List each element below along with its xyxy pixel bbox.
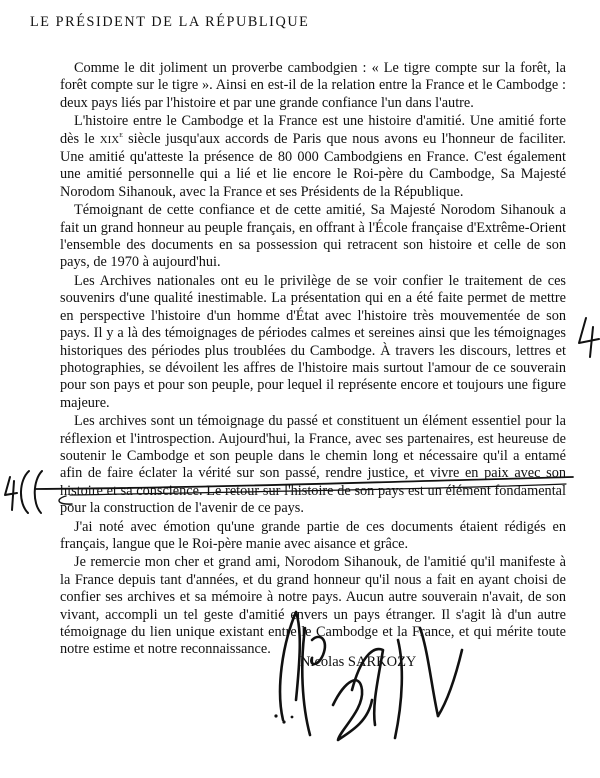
- paragraph-french-language: J'ai noté avec émotion qu'une grande partie de ces documents étaient rédigés en français, langue que le Roi-père manie avec aisance et grâce.: [60, 518, 566, 552]
- margin-bracket-inner: [35, 471, 42, 513]
- signatory-name: Nicolas SARKOZY: [300, 654, 417, 670]
- century-roman: XIX: [99, 133, 120, 146]
- paragraph-friendship-end: siècle jusqu'aux accords de Paris que nous avons eu l'honneur de faciliter. Une amitié qu'atteste la présence de 80 000 Cambodgiens en France. C'est également une amitié personnelle qui a lié et lie encore le Roi-père du Cambodge, Sa Majesté Norodom Sihanouk, avec la France et ses Présidents de la République.: [60, 130, 566, 200]
- paragraph-donation: Témoignant de cette confiance et de cette amitié, Sa Majesté Norodom Sihanouk a fait un grand honneur au peuple français, en offrant à l'École française d'Extrême-Orient l'ensemble des documents en sa possession qui retracent son histoire et celle de son pays, de 1970 à aujourd'hui.: [60, 202, 566, 271]
- paragraph-thanks: Je remercie mon cher et grand ami, Norodom Sihanouk, de l'amitié qu'il manifeste à la France depuis tant d'années, et du grand honneur qu'il nous a fait en ayant choisi de confier ses archives et sa mémoire à notre pays. Aucun autre souverain n'avait, de son vivant, accompli un tel geste d'amitié envers un pays étranger. Il s'agit là d'un autre témoignage du lien unique existant entre le Cambodge et la France, et qui mérite toute notre estime et notre reconnaissance.: [60, 554, 566, 658]
- paragraph-archives: Les Archives nationales ont eu le privilège de se voir confier le traitement de ces souvenirs d'une qualité inestimable. La présentation qui en a été faite permet de mettre en perspective l'histoire d'un homme d'État avec l'histoire très mouvementée de son pays. Il y a là des témoignages de périodes calmes et sereines ainsi que les témoignages historiques des périodes plus troublées du Cambodge. À travers les discours, lettres et photographies, se dévoilent les affres de l'histoire mais surtout l'amour de ce souverain pour son pays et pour son peuple, pour lequel il représente encore et toujours une figure majeure.: [60, 272, 566, 411]
- century-suffix: e: [119, 128, 123, 139]
- paragraph-friendship-start: L'histoire entre le Cambodge et la France est une histoire d'amitié. Une amitié forte dès le: [60, 113, 566, 147]
- paragraph-friendship: [60, 113, 566, 201]
- century-numeral: [99, 128, 123, 147]
- signature-dots: [274, 714, 293, 723]
- margin-four-right-mark: [579, 318, 599, 357]
- letter-body: [60, 60, 566, 659]
- margin-bracket-outer: [21, 471, 29, 513]
- paragraph-proverb: Comme le dit joliment un proverbe cambodgien : « Le tigre compte sur la forêt, la forêt compte sur le tigre ». Ainsi en est-il de la relation entre la France et le Cambodge : deux pays liés par l'histoire et par une grande confiance l'un dans l'autre.: [60, 60, 566, 111]
- letterhead-title: LE PRÉSIDENT DE LA RÉPUBLIQUE: [30, 14, 310, 30]
- margin-four-left-mark: [5, 477, 17, 510]
- paragraph-reflection: Les archives sont un témoignage du passé et constituent un élément essentiel pour la réflexion et l'introspection. Aujourd'hui, la France, avec ses partenaires, est heureuse de soutenir le Cambodge et son peuple dans le chemin long et nécessaire qu'il a entamé afin de faire éclater la vérité sur son passé, rendre justice, et vivre en paix avec son histoire et sa conscience. Le retour sur l'histoire de son pays est un élément fondamental pour la construction de l'avenir de ce pays.: [60, 413, 566, 517]
